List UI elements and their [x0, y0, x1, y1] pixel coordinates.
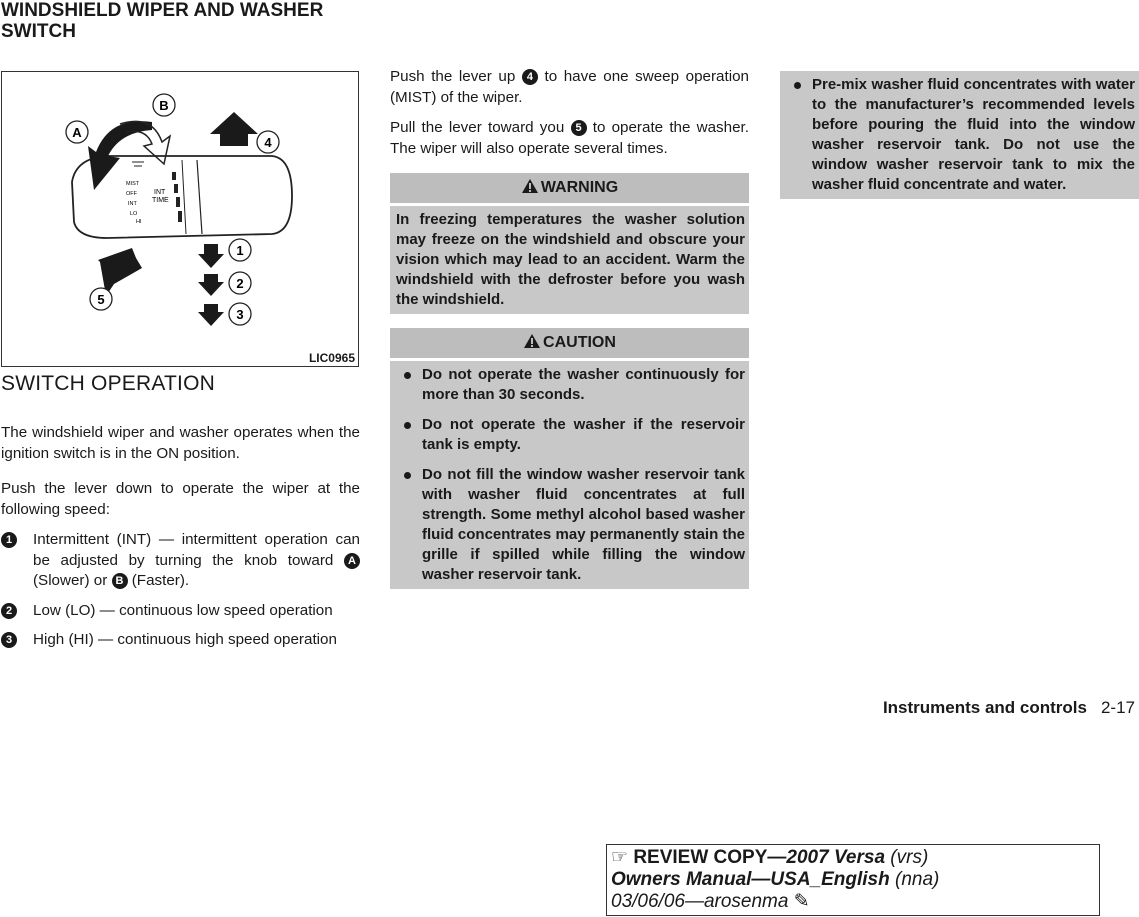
caution-title: CAUTION: [543, 334, 616, 351]
bullet-text: Do not fill the window washer reservoir tank with washer fluid concentrates at full strength. Some methyl alcohol based washer fluid concentrates may permanently stain the grille if spilled while filling the window washer reservoir tank.: [422, 466, 745, 583]
push-up-paragraph: [390, 67, 749, 108]
review-date-author: 03/06/06—arosenma: [611, 891, 789, 912]
wiper-switch-illustration: [2, 72, 358, 366]
paragraph-text: Pull the lever toward you: [390, 119, 565, 136]
switch-label-int: INT: [128, 201, 137, 207]
bullet-dot-icon: [404, 472, 411, 479]
bullet-text: Pre-mix washer fluid concentrates with water to the manufacturer’s recommended levels before pouring the fluid into the window washer reservoir tank. Do not use the window washer reservoir tank to mix the washer fluid concentrate and water.: [812, 76, 1135, 193]
review-label: REVIEW COPY—: [633, 847, 787, 868]
list-item: [1, 630, 360, 651]
list-item: [396, 415, 745, 455]
pointing-hand-icon: ☞: [611, 847, 629, 868]
warning-header: [390, 173, 749, 203]
switch-label-int-time-1: INT: [154, 189, 166, 196]
column-3-caution-continued: [780, 71, 1139, 199]
continued-list: [780, 71, 1139, 199]
switch-label-mist: MIST: [126, 181, 140, 187]
bullet-dot-icon: [404, 372, 411, 379]
pencil-icon: ✎: [793, 891, 810, 912]
warning-title: WARNING: [540, 179, 619, 196]
review-model-code: (vrs): [890, 847, 929, 868]
review-line-1: [611, 847, 1095, 869]
page-number: 2-17: [1100, 698, 1135, 717]
item-text: (Slower) or: [33, 572, 108, 590]
review-model: 2007 Versa: [786, 847, 886, 868]
review-manual: Owners Manual—USA_English: [611, 869, 890, 890]
review-line-2: [611, 869, 1095, 891]
callout-a: A: [72, 125, 82, 140]
warning-text: In freezing temperatures the washer solution may freeze on the windshield and obscure your vision which may lead to an accident. Warm the windshield with the defroster before you wash the windshield.: [396, 211, 745, 308]
push-down-paragraph: Push the lever down to operate the wiper at the following speed:: [1, 480, 360, 518]
column-1: [1, 408, 360, 660]
caution-box: [390, 328, 749, 589]
bullet-text: Do not operate the washer continuously for more than 30 seconds.: [422, 366, 745, 403]
footer-section: Instruments and controls: [882, 698, 1087, 717]
review-copy-stamp: [606, 844, 1100, 916]
pull-paragraph: [390, 118, 749, 159]
arrow-down-3-icon: [198, 304, 224, 326]
callout-5: 5: [97, 292, 105, 307]
page-footer: [883, 698, 1135, 718]
paragraph-text: Push the lever up: [390, 68, 516, 85]
paragraph-text: to operate the washer. The wiper will also operate several times.: [390, 119, 749, 157]
switch-operation-heading: SWITCH OPERATION: [1, 372, 215, 395]
switch-label-hi: HI: [136, 219, 142, 225]
review-manual-code: (nna): [895, 869, 940, 890]
section-title: WINDSHIELD WIPER AND WASHER SWITCH: [1, 0, 324, 42]
bullet-dot-icon: [794, 82, 801, 89]
switch-label-int-time-2: TIME: [152, 197, 169, 204]
list-item: [786, 75, 1135, 195]
item-text: Low (LO) — continuous low speed operation: [33, 601, 333, 619]
callout-1: 1: [236, 243, 244, 258]
badge-a: A: [344, 553, 360, 569]
caution-triangle-icon: [523, 333, 541, 349]
item-text: High (HI) — continuous high speed operation: [33, 631, 337, 649]
item-number-badge: 3: [1, 632, 17, 648]
wiper-switch-figure: [1, 71, 359, 367]
column-2: [390, 67, 749, 589]
badge-5: 5: [571, 120, 587, 136]
arrow-up-4-icon: [210, 112, 258, 146]
caution-list: [390, 361, 749, 589]
list-item: [396, 365, 745, 405]
item-number-badge: 2: [1, 603, 17, 619]
warning-triangle-icon: [521, 178, 539, 194]
list-item: [396, 465, 745, 585]
badge-b: B: [112, 573, 128, 589]
review-line-3: [611, 891, 1095, 913]
item-text: (Faster).: [131, 572, 190, 590]
callout-4: 4: [264, 135, 272, 150]
arrow-down-1-icon: [198, 244, 224, 268]
warning-box: [390, 173, 749, 314]
list-item: [1, 530, 360, 592]
callout-3: 3: [236, 307, 244, 322]
switch-label-lo: LO: [130, 211, 138, 217]
switch-label-off: OFF: [126, 191, 137, 197]
bullet-text: Do not operate the washer if the reservoir tank is empty.: [422, 416, 745, 453]
paragraph-text: to have one sweep operation (MIST) of the wiper.: [390, 68, 749, 106]
figure-code: LIC0965: [308, 351, 355, 365]
badge-4: 4: [522, 69, 538, 85]
intro-paragraph: The windshield wiper and washer operates when the ignition switch is in the ON position.: [1, 424, 360, 462]
arrow-down-2-icon: [198, 274, 224, 296]
callout-2: 2: [236, 276, 244, 291]
bullet-dot-icon: [404, 422, 411, 429]
list-item: [1, 601, 360, 622]
item-number-badge: 1: [1, 532, 17, 548]
callout-b: B: [159, 98, 169, 113]
item-text: Intermittent (INT) — intermittent operation can be adjusted by turning the knob toward: [33, 531, 360, 569]
caution-header: [390, 328, 749, 358]
